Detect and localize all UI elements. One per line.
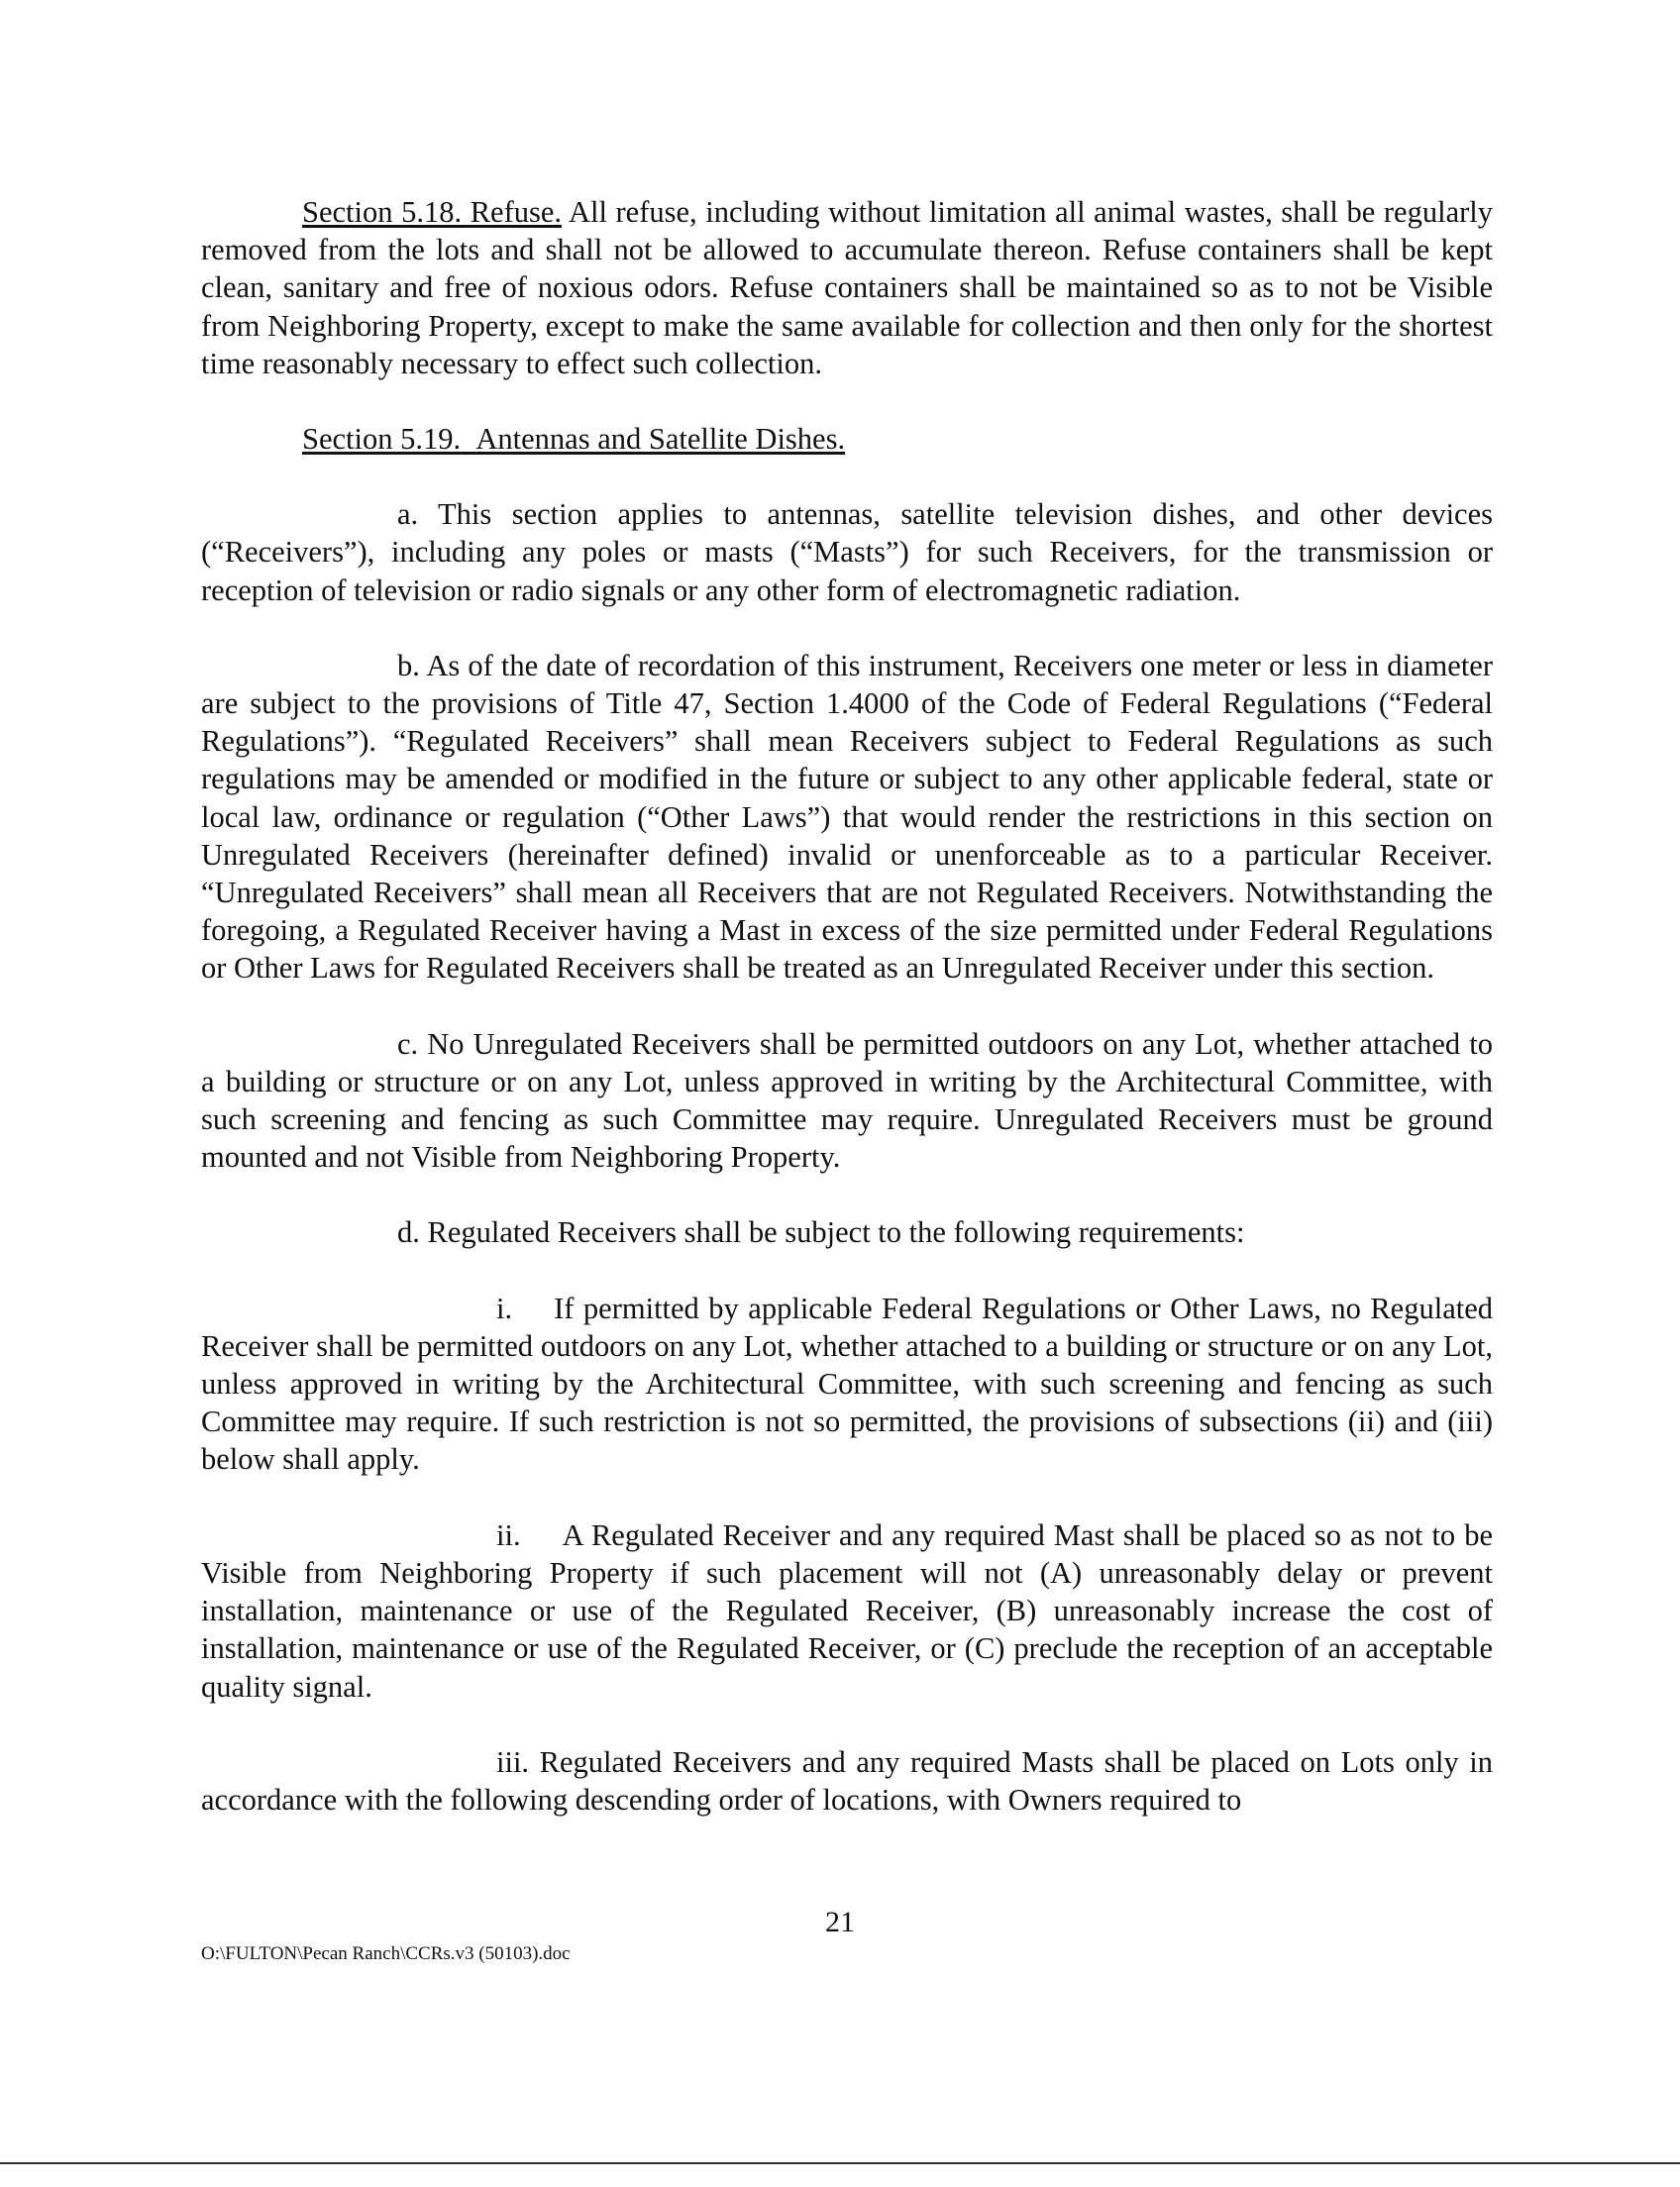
document-body [201, 193, 1493, 1856]
subparagraph-ii [201, 1516, 1493, 1706]
subparagraph-i-number: i. [496, 1291, 513, 1325]
section-5-19-heading-line [201, 420, 1493, 458]
section-5-18-heading: Section 5.18. Refuse. [302, 195, 563, 229]
section-5-19-title: Antennas and Satellite Dishes. [475, 422, 846, 457]
subparagraph-ii-number: ii. [496, 1517, 521, 1552]
section-5-18-text: All refuse, including without limitation all animal wastes, shall be regularly removed from the lots and shall not be allowed to accumulate thereon. Refuse containers shall be kept clean, sanitary and free of noxious odors. Refuse containers shall be maintained so as to not be Visible from Neighboring Property, except to make the same available for collection and then only for the shortest time reasonably necessary to effect such collection. [201, 195, 1493, 380]
footer-file-path: O:\FULTON\Pecan Ranch\CCRs.v3 (50103).doc [201, 1943, 571, 1964]
section-5-18-paragraph [201, 193, 1493, 382]
bottom-divider [0, 2162, 1680, 2164]
subparagraph-i-text: If permitted by applicable Federal Regulations or Other Laws, no Regulated Receiver shall be permitted outdoors on any Lot, whether attached to a building or structure or on any Lot, unless approved in writing by the Architectural Committee, with such screening and fencing as such Committee may require. If such restriction is not so permitted, the provisions of subsections (ii) and (iii) below shall apply. [201, 1291, 1493, 1477]
subparagraph-ii-text: A Regulated Receiver and any required Mast shall be placed so as not to be Visible from Neighboring Property if such placement will not (A) unreasonably delay or prevent installation, maintenance or use of the Regulated Receiver, (B) unreasonably increase the cost of installation, maintenance or use of the Regulated Receiver, or (C) preclude the reception of an acceptable quality signal. [201, 1517, 1493, 1704]
paragraph-c: c. No Unregulated Receivers shall be permitted outdoors on any Lot, whether attached to a building or structure or on any Lot, unless approved in writing by the Architectural Committee, with such screening and fencing as such Committee may require. Unregulated Receivers must be ground mounted and not Visible from Neighboring Property. [201, 1026, 1493, 1175]
paragraph-b: b. As of the date of recordation of this instrument, Receivers one meter or less in diameter are subject to the provisions of Title 47, Section 1.4000 of the Code of Federal Regulations (“Federal Regulations”). “Regulated Receivers” shall mean Receivers subject to Federal Regulations as such regulations may be amended or modified in the future or subject to any other applicable federal, state or local law, ordinance or regulation (“Other Laws”) that would render the restrictions in this section on Unregulated Receivers (hereinafter defined) invalid or unenforceable as to a particular Receiver. “Unregulated Receivers” shall mean all Receivers that are not Regulated Receivers. Notwithstanding the foregoing, a Regulated Receiver having a Mast in excess of the size permitted under Federal Regulations or Other Laws for Regulated Receivers shall be treated as an Unregulated Receiver under this section. [201, 648, 1493, 986]
page-number: 21 [825, 1906, 855, 1938]
section-5-19-heading: Section 5.19. [302, 422, 462, 457]
subparagraph-iii: iii. Regulated Receivers and any required Masts shall be placed on Lots only in accordance with the following descending order of locations, with Owners required to [201, 1744, 1493, 1817]
paragraph-d: d. Regulated Receivers shall be subject to the following requirements: [397, 1215, 1245, 1250]
paragraph-a: a. This section applies to antennas, satellite television dishes, and other devices (“Receivers”), including any poles or masts (“Masts”) for such Receivers, for the transmission or reception of television or radio signals or any other form of electromagnetic radiation. [201, 497, 1493, 607]
subparagraph-i [201, 1290, 1493, 1479]
